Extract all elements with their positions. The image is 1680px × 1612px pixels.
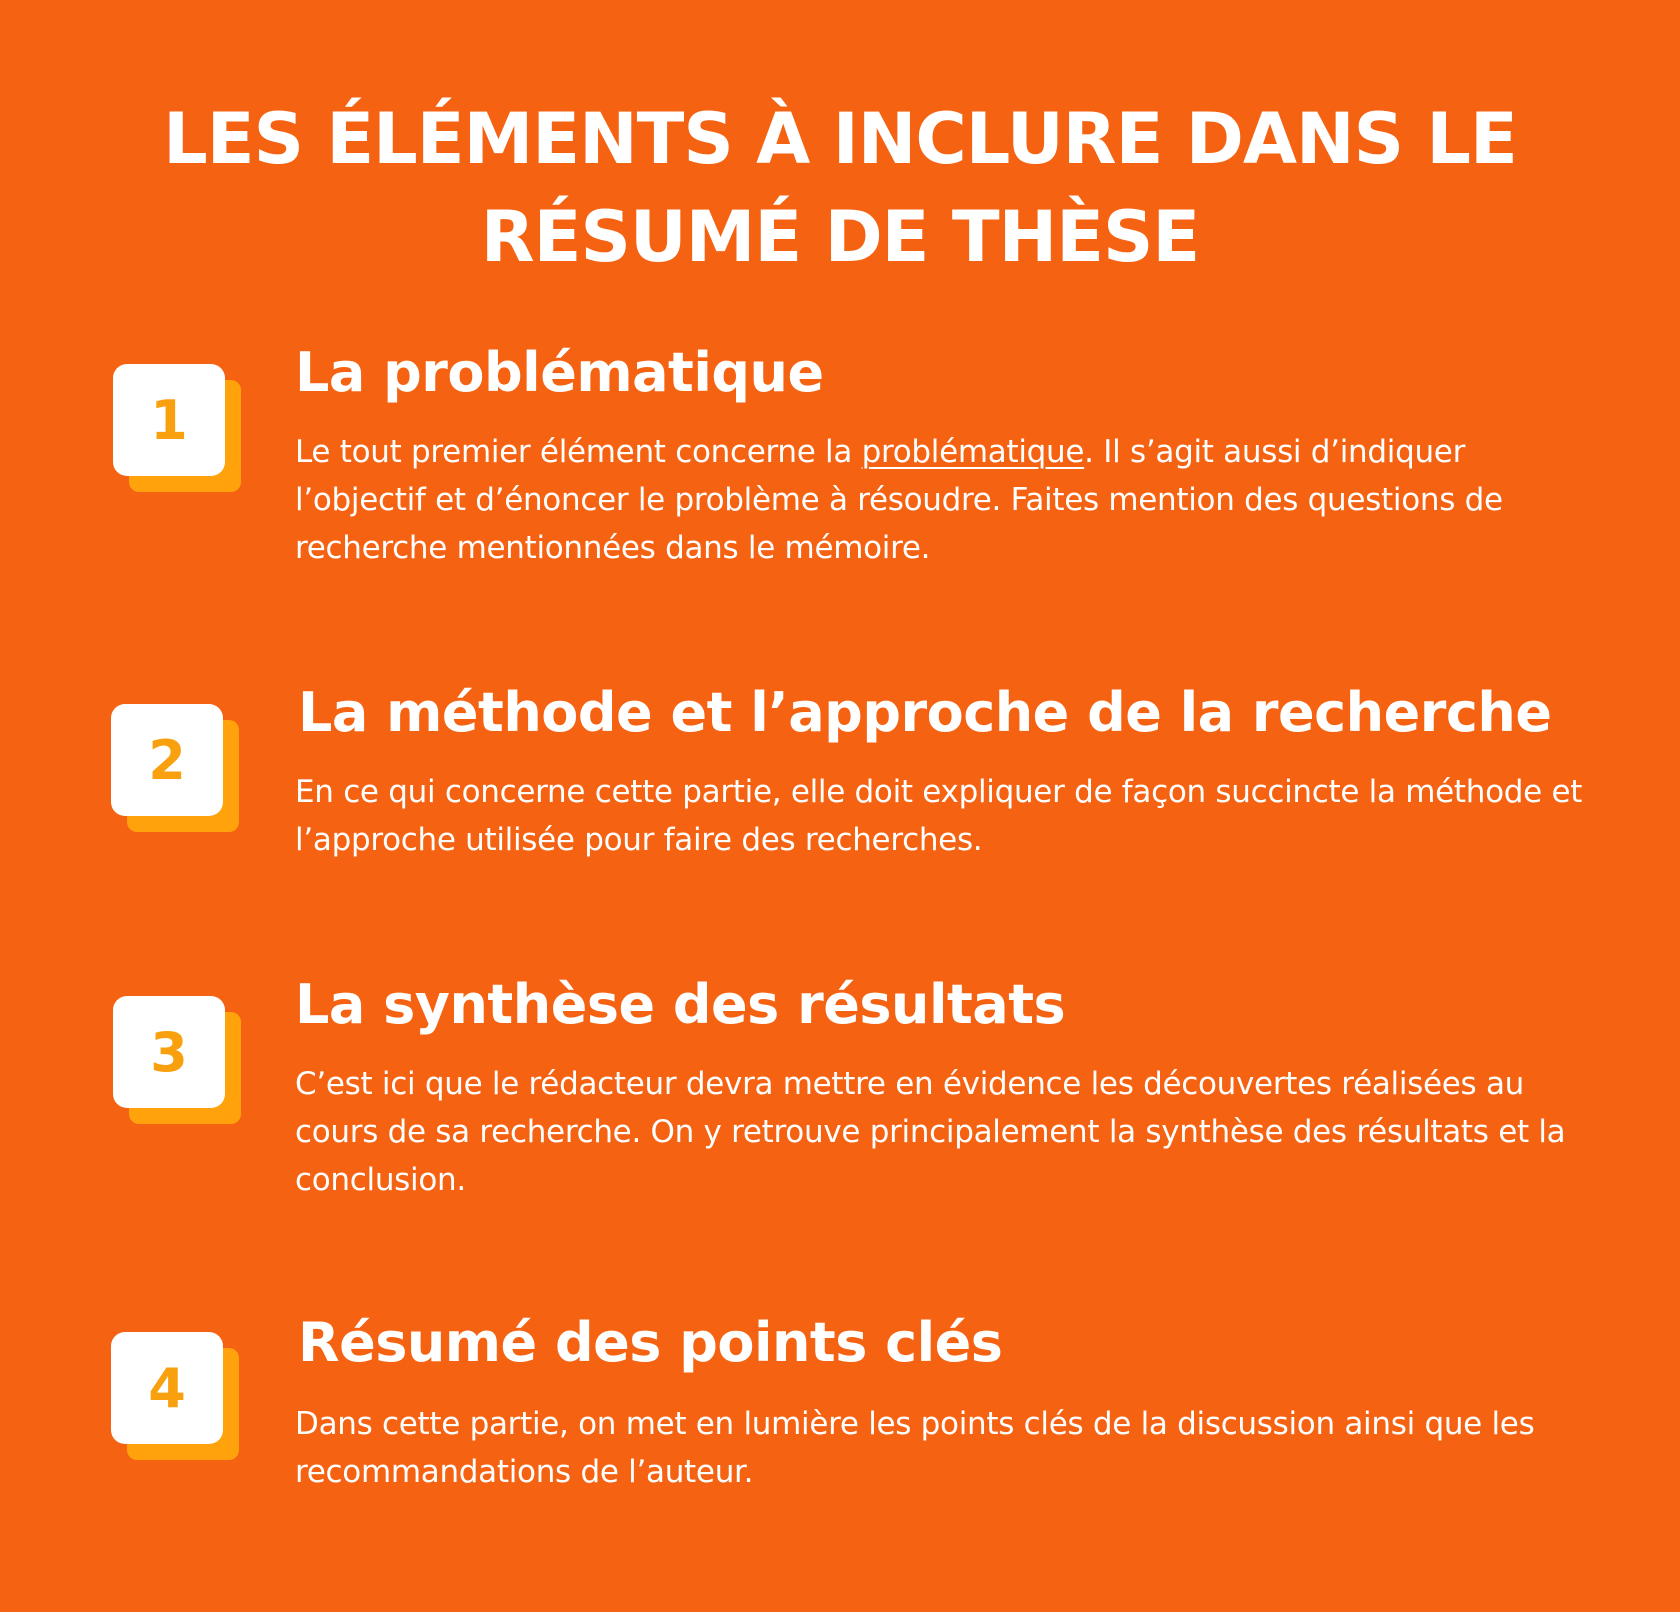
item-heading: La synthèse des résultats	[295, 973, 1066, 1036]
item-description: Dans cette partie, on met en lumière les points clés de la discussion ainsi que les recommandations de l’auteur.	[295, 1406, 1535, 1490]
item-description-text: . Il s’agit aussi d’indiquer l’objectif et d’énoncer le problème à résoudre. Faites mention des questions de recherche mentionnées dans le mémoire.	[295, 434, 1503, 566]
item-description: En ce qui concerne cette partie, elle doit expliquer de façon succincte la méthode et l’approche utilisée pour faire des recherches.	[295, 774, 1583, 858]
item-description: C’est ici que le rédacteur devra mettre en évidence les découvertes réalisées au cours de sa recherche. On y retrouve principalement la synthèse des résultats et la conclusion.	[295, 1066, 1566, 1198]
item-heading: La méthode et l’approche de la recherche	[298, 681, 1552, 744]
item-description	[295, 428, 1585, 572]
step-badge-4	[111, 1332, 223, 1444]
item-heading: La problématique	[295, 341, 824, 404]
page-title-line-1: LES ÉLÉMENTS À INCLURE DANS LE	[163, 98, 1517, 180]
problematique-link[interactable]: problématique	[861, 434, 1085, 470]
page-title	[0, 90, 1680, 286]
badge-number: 1	[113, 364, 225, 476]
page-title-line-2: RÉSUMÉ DE THÈSE	[480, 196, 1200, 278]
item-heading: Résumé des points clés	[298, 1311, 1003, 1374]
step-badge-3	[113, 996, 225, 1108]
item-description-text: Le tout premier élément concerne la	[295, 434, 862, 470]
step-badge-1	[113, 364, 225, 476]
badge-number: 3	[113, 996, 225, 1108]
badge-number: 4	[111, 1332, 223, 1444]
step-badge-2	[111, 704, 223, 816]
badge-number: 2	[111, 704, 223, 816]
